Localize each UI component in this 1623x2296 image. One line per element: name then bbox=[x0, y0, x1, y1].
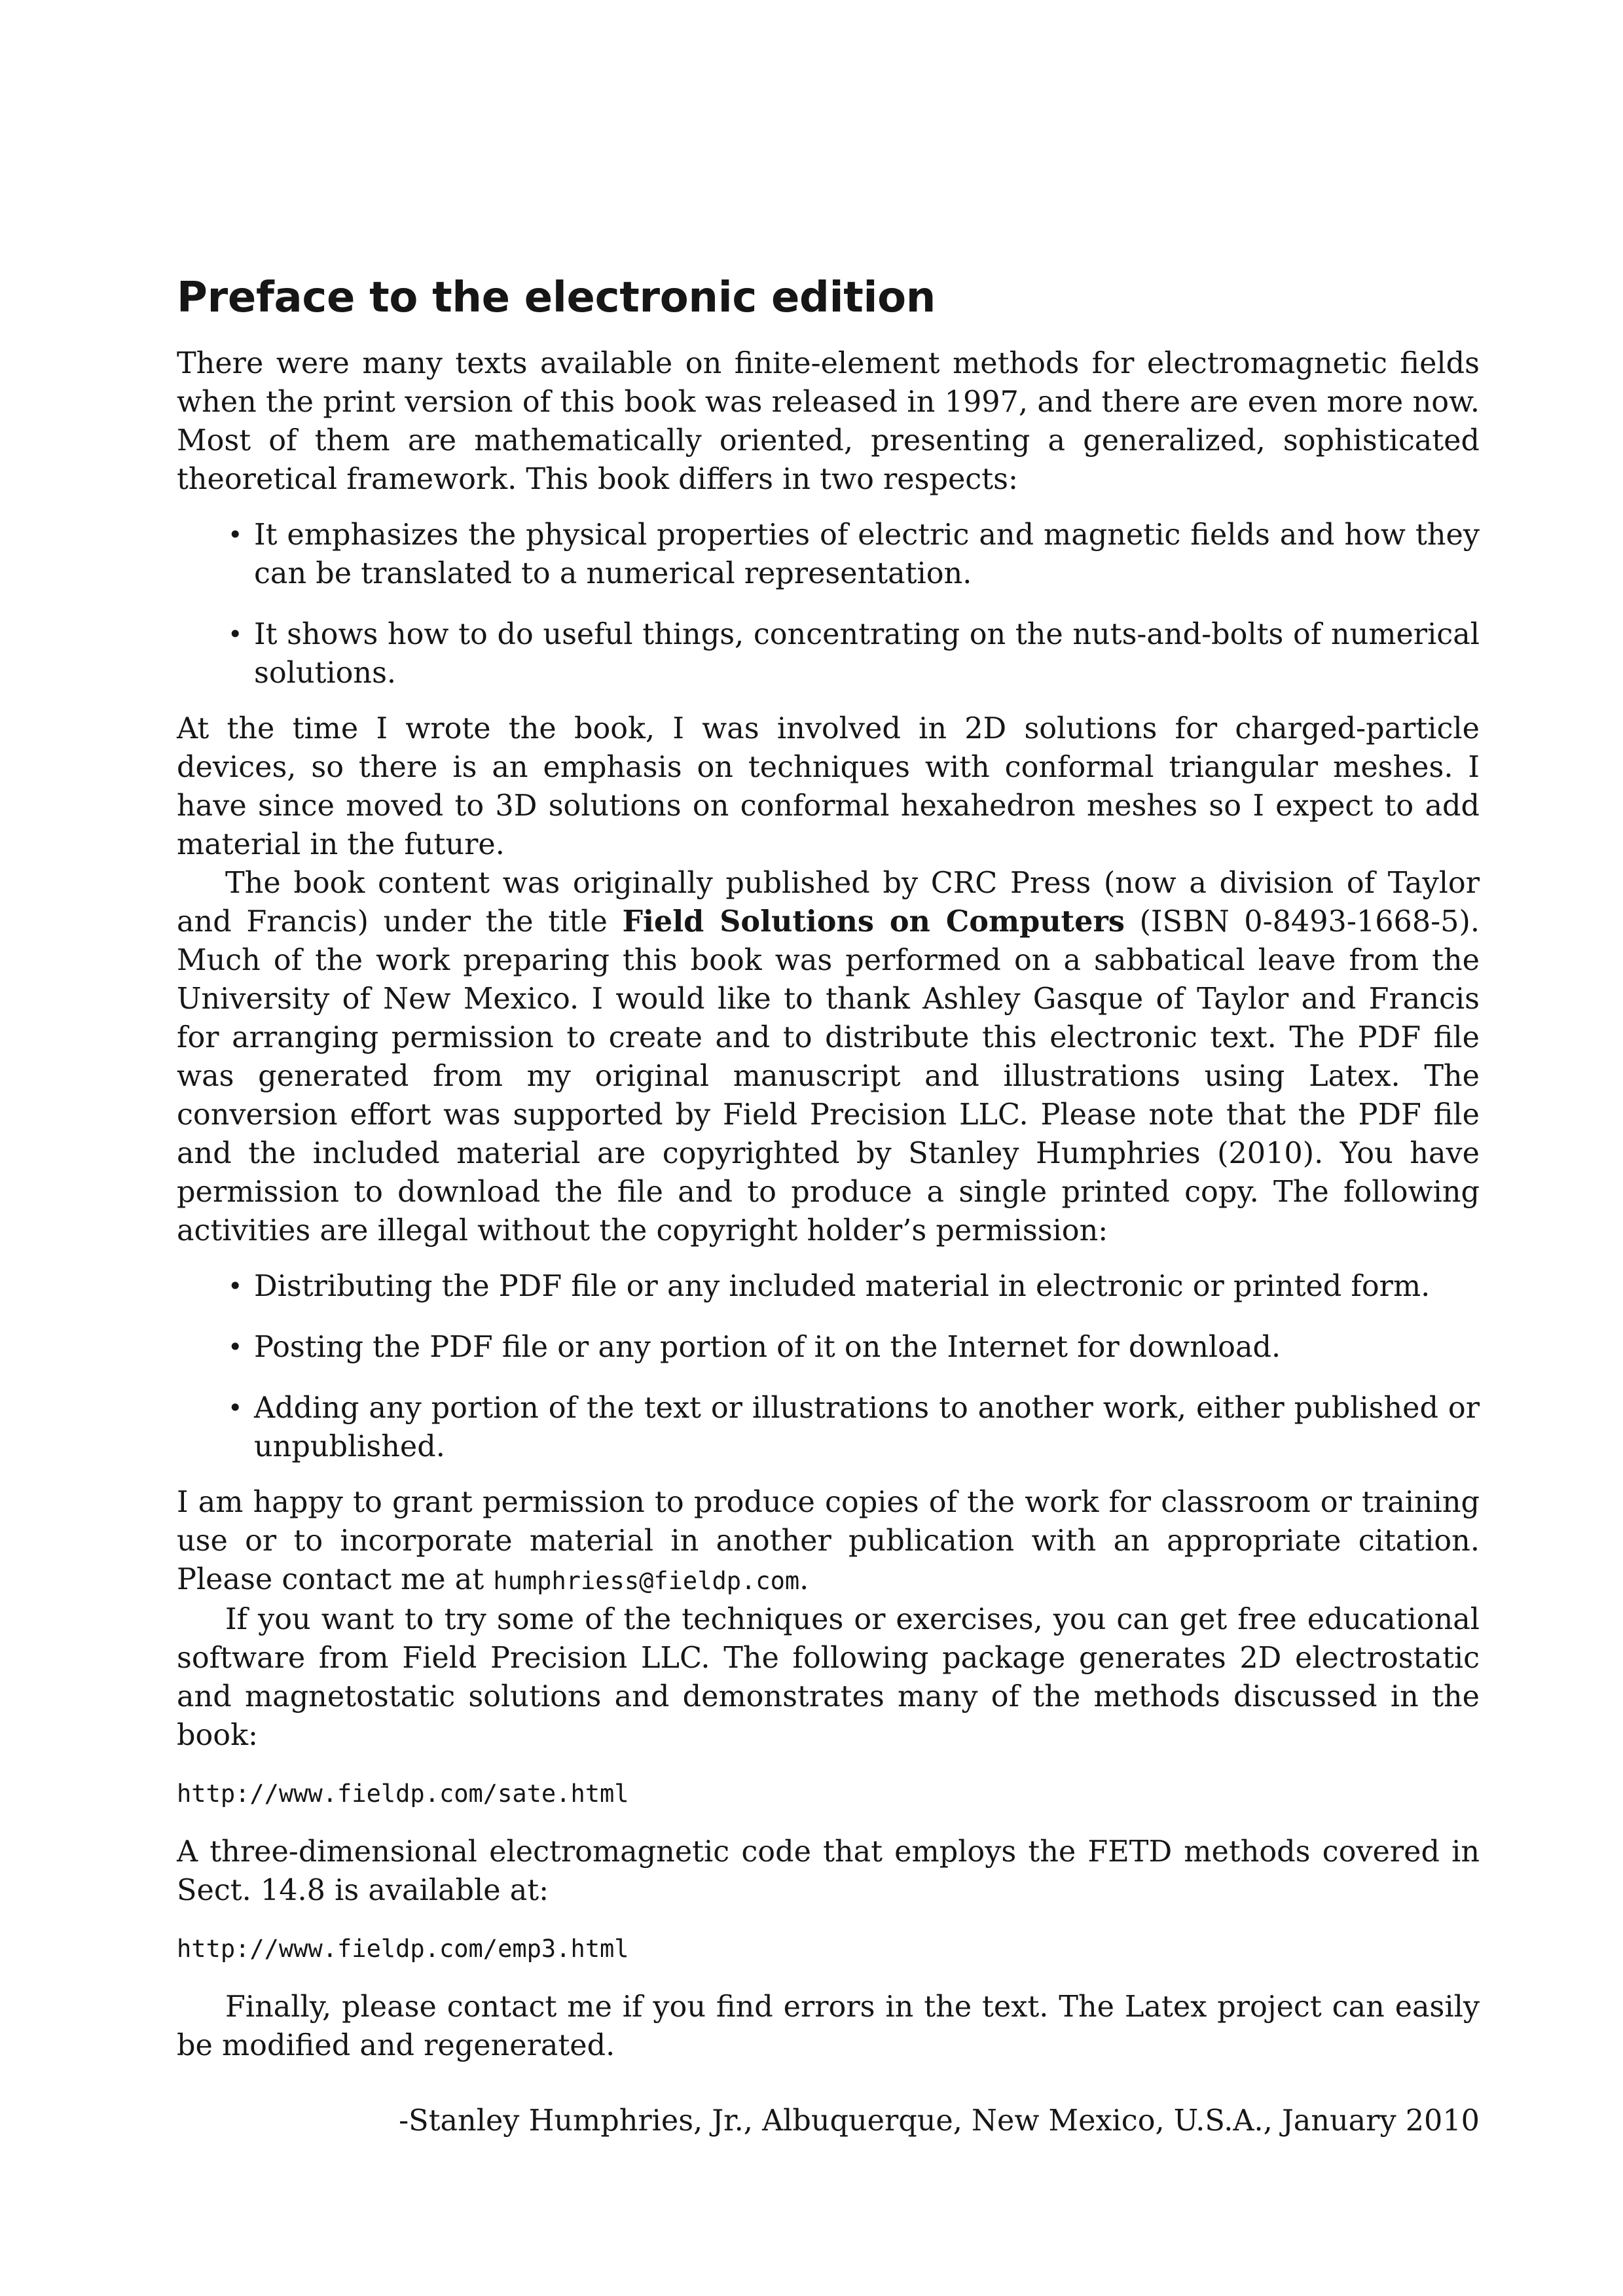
software-paragraph: If you want to try some of the techniques or exercises, you can get free educational software from Field Precision LLC. The following package generates 2D electrostatic and magnetostatic solutions and demonstrates many of the methods discussed in the book: bbox=[177, 1603, 1480, 1753]
document-page bbox=[177, 275, 1480, 2140]
bullet-icon: • bbox=[228, 520, 243, 550]
signature: -Stanley Humphries, Jr., Albuquerque, New Mexico, U.S.A., January 2010 bbox=[399, 2104, 1480, 2138]
contact-email[interactable]: humphriess@fieldp.com bbox=[493, 1567, 800, 1596]
book-title: Field Solutions on Computers bbox=[622, 905, 1125, 939]
intro-paragraph: There were many texts available on finite-element methods for electromagnetic fields when the print version of this book was released in 1997, and there are even more now. Most of them are mathematically oriented, presenting a generalized, sophisticated theoretical framework. This book differs in two respects: bbox=[177, 347, 1480, 497]
illegal-activities-list bbox=[177, 1267, 1480, 1466]
bullet-icon: • bbox=[228, 620, 243, 649]
differences-list bbox=[177, 516, 1480, 692]
list-item-text: It shows how to do useful things, concentrating on the nuts-and-bolts of numerical solutions. bbox=[254, 618, 1480, 691]
list-item bbox=[228, 1389, 1480, 1466]
list-item-text: Distributing the PDF file or any included material in electronic or printed form. bbox=[254, 1270, 1431, 1304]
emp3-url-link[interactable]: http://www.fieldp.com/emp3.html bbox=[177, 1935, 629, 1964]
publication-text: The book content was originally published by CRC Press (now a division of Taylor and Francis) under the title bbox=[177, 867, 1480, 939]
sate-url-link[interactable]: http://www.fieldp.com/sate.html bbox=[177, 1780, 629, 1808]
list-item-text: Posting the PDF file or any portion of it on the Internet for download. bbox=[254, 1331, 1281, 1365]
context-paragraph: At the time I wrote the book, I was involved in 2D solutions for charged-particle devices, so there is an emphasis on techniques with conformal triangular meshes. I have since moved to 3D solutions on conformal hexahedron meshes so I expect to add material in the future. bbox=[177, 712, 1480, 862]
bullet-icon: • bbox=[228, 1393, 243, 1423]
list-item-text: It emphasizes the physical properties of electric and magnetic fields and how they can be translated to a numerical representation. bbox=[254, 518, 1480, 591]
bullet-icon: • bbox=[228, 1272, 243, 1301]
permission-paragraph: I am happy to grant permission to produce copies of the work for classroom or training use or to incorporate material in another publication with an appropriate citation. Please contact me at humphriess@fieldp.com. bbox=[177, 1486, 1480, 1597]
list-item bbox=[228, 1328, 1480, 1367]
list-item bbox=[228, 1267, 1480, 1306]
permission-text: I am happy to grant permission to produce copies of the work for classroom or training use or to incorporate material in another publication with an appropriate citation. Please contact me at bbox=[177, 1486, 1480, 1597]
bullet-icon: • bbox=[228, 1333, 243, 1362]
publication-paragraph bbox=[177, 864, 1480, 1250]
list-item bbox=[228, 615, 1480, 692]
list-item bbox=[228, 516, 1480, 593]
closing-paragraph: Finally, please contact me if you find errors in the text. The Latex project can easily be modified and regenerated. bbox=[177, 1990, 1480, 2063]
emp3-paragraph: A three-dimensional electromagnetic code that employs the FETD methods covered in Sect. 14.8 is available at: bbox=[177, 1835, 1480, 1908]
page-title: Preface to the electronic edition bbox=[177, 274, 936, 322]
publication-text: (ISBN 0-8493-1668-5). Much of the work preparing this book was performed on a sabbatical leave from the University of New Mexico. I would like to thank Ashley Gasque of Taylor and Francis for arranging permission to create and to distribute this electronic text. The PDF file was generated from my original manuscript and illustrations using Latex. The conversion effort was supported by Field Precision LLC. Please note that the PDF file and the included material are copyrighted by Stanley Humphries (2010). You have permission to download the file and to produce a single printed copy. The following activities are illegal without the copyright holder’s permission: bbox=[177, 905, 1480, 1248]
list-item-text: Adding any portion of the text or illustrations to another work, either published or unpublished. bbox=[254, 1391, 1480, 1464]
